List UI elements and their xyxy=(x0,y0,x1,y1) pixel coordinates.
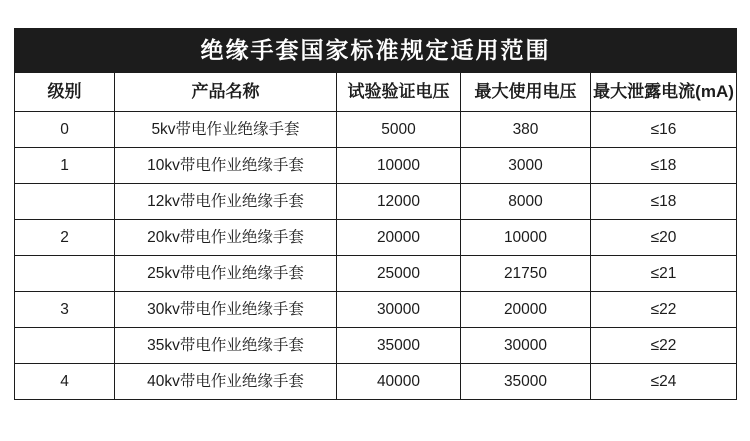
spec-table-container xyxy=(14,28,736,400)
cell-max-use-voltage: 10000 xyxy=(461,220,591,256)
cell-product-name: 20kv带电作业绝缘手套 xyxy=(115,220,337,256)
cell-product-name: 5kv带电作业绝缘手套 xyxy=(115,112,337,148)
cell-max-use-voltage: 20000 xyxy=(461,292,591,328)
cell-max-leakage-current: ≤20 xyxy=(591,220,737,256)
cell-level: 3 xyxy=(15,292,115,328)
cell-test-voltage: 10000 xyxy=(337,148,461,184)
insulating-gloves-standard-table xyxy=(14,28,737,400)
column-header-max-use-voltage: 最大使用电压 xyxy=(461,73,591,112)
table-title: 绝缘手套国家标准规定适用范围 xyxy=(15,29,737,73)
cell-max-leakage-current: ≤21 xyxy=(591,256,737,292)
table-header-row xyxy=(15,73,737,112)
cell-max-use-voltage: 8000 xyxy=(461,184,591,220)
table-title-row xyxy=(15,29,737,73)
table-row xyxy=(15,364,737,400)
cell-level xyxy=(15,256,115,292)
cell-max-leakage-current: ≤18 xyxy=(591,148,737,184)
cell-product-name: 12kv带电作业绝缘手套 xyxy=(115,184,337,220)
cell-max-use-voltage: 380 xyxy=(461,112,591,148)
cell-test-voltage: 35000 xyxy=(337,328,461,364)
cell-product-name: 40kv带电作业绝缘手套 xyxy=(115,364,337,400)
cell-max-use-voltage: 35000 xyxy=(461,364,591,400)
table-row xyxy=(15,220,737,256)
column-header-product-name: 产品名称 xyxy=(115,73,337,112)
cell-max-leakage-current: ≤18 xyxy=(591,184,737,220)
cell-test-voltage: 5000 xyxy=(337,112,461,148)
cell-product-name: 35kv带电作业绝缘手套 xyxy=(115,328,337,364)
cell-level: 2 xyxy=(15,220,115,256)
table-row xyxy=(15,112,737,148)
table-row xyxy=(15,292,737,328)
cell-level xyxy=(15,328,115,364)
cell-test-voltage: 12000 xyxy=(337,184,461,220)
table-row xyxy=(15,256,737,292)
cell-level: 0 xyxy=(15,112,115,148)
cell-max-leakage-current: ≤22 xyxy=(591,292,737,328)
cell-test-voltage: 25000 xyxy=(337,256,461,292)
cell-max-use-voltage: 21750 xyxy=(461,256,591,292)
cell-product-name: 30kv带电作业绝缘手套 xyxy=(115,292,337,328)
cell-max-use-voltage: 30000 xyxy=(461,328,591,364)
cell-max-leakage-current: ≤24 xyxy=(591,364,737,400)
cell-max-leakage-current: ≤22 xyxy=(591,328,737,364)
table-row xyxy=(15,184,737,220)
cell-max-leakage-current: ≤16 xyxy=(591,112,737,148)
cell-level xyxy=(15,184,115,220)
cell-test-voltage: 40000 xyxy=(337,364,461,400)
cell-max-use-voltage: 3000 xyxy=(461,148,591,184)
column-header-test-voltage: 试验验证电压 xyxy=(337,73,461,112)
table-row xyxy=(15,148,737,184)
cell-product-name: 25kv带电作业绝缘手套 xyxy=(115,256,337,292)
column-header-max-leakage-current: 最大泄露电流(mA) xyxy=(591,73,737,112)
table-row xyxy=(15,328,737,364)
cell-level: 1 xyxy=(15,148,115,184)
column-header-level: 级别 xyxy=(15,73,115,112)
cell-product-name: 10kv带电作业绝缘手套 xyxy=(115,148,337,184)
cell-test-voltage: 20000 xyxy=(337,220,461,256)
cell-test-voltage: 30000 xyxy=(337,292,461,328)
cell-level: 4 xyxy=(15,364,115,400)
